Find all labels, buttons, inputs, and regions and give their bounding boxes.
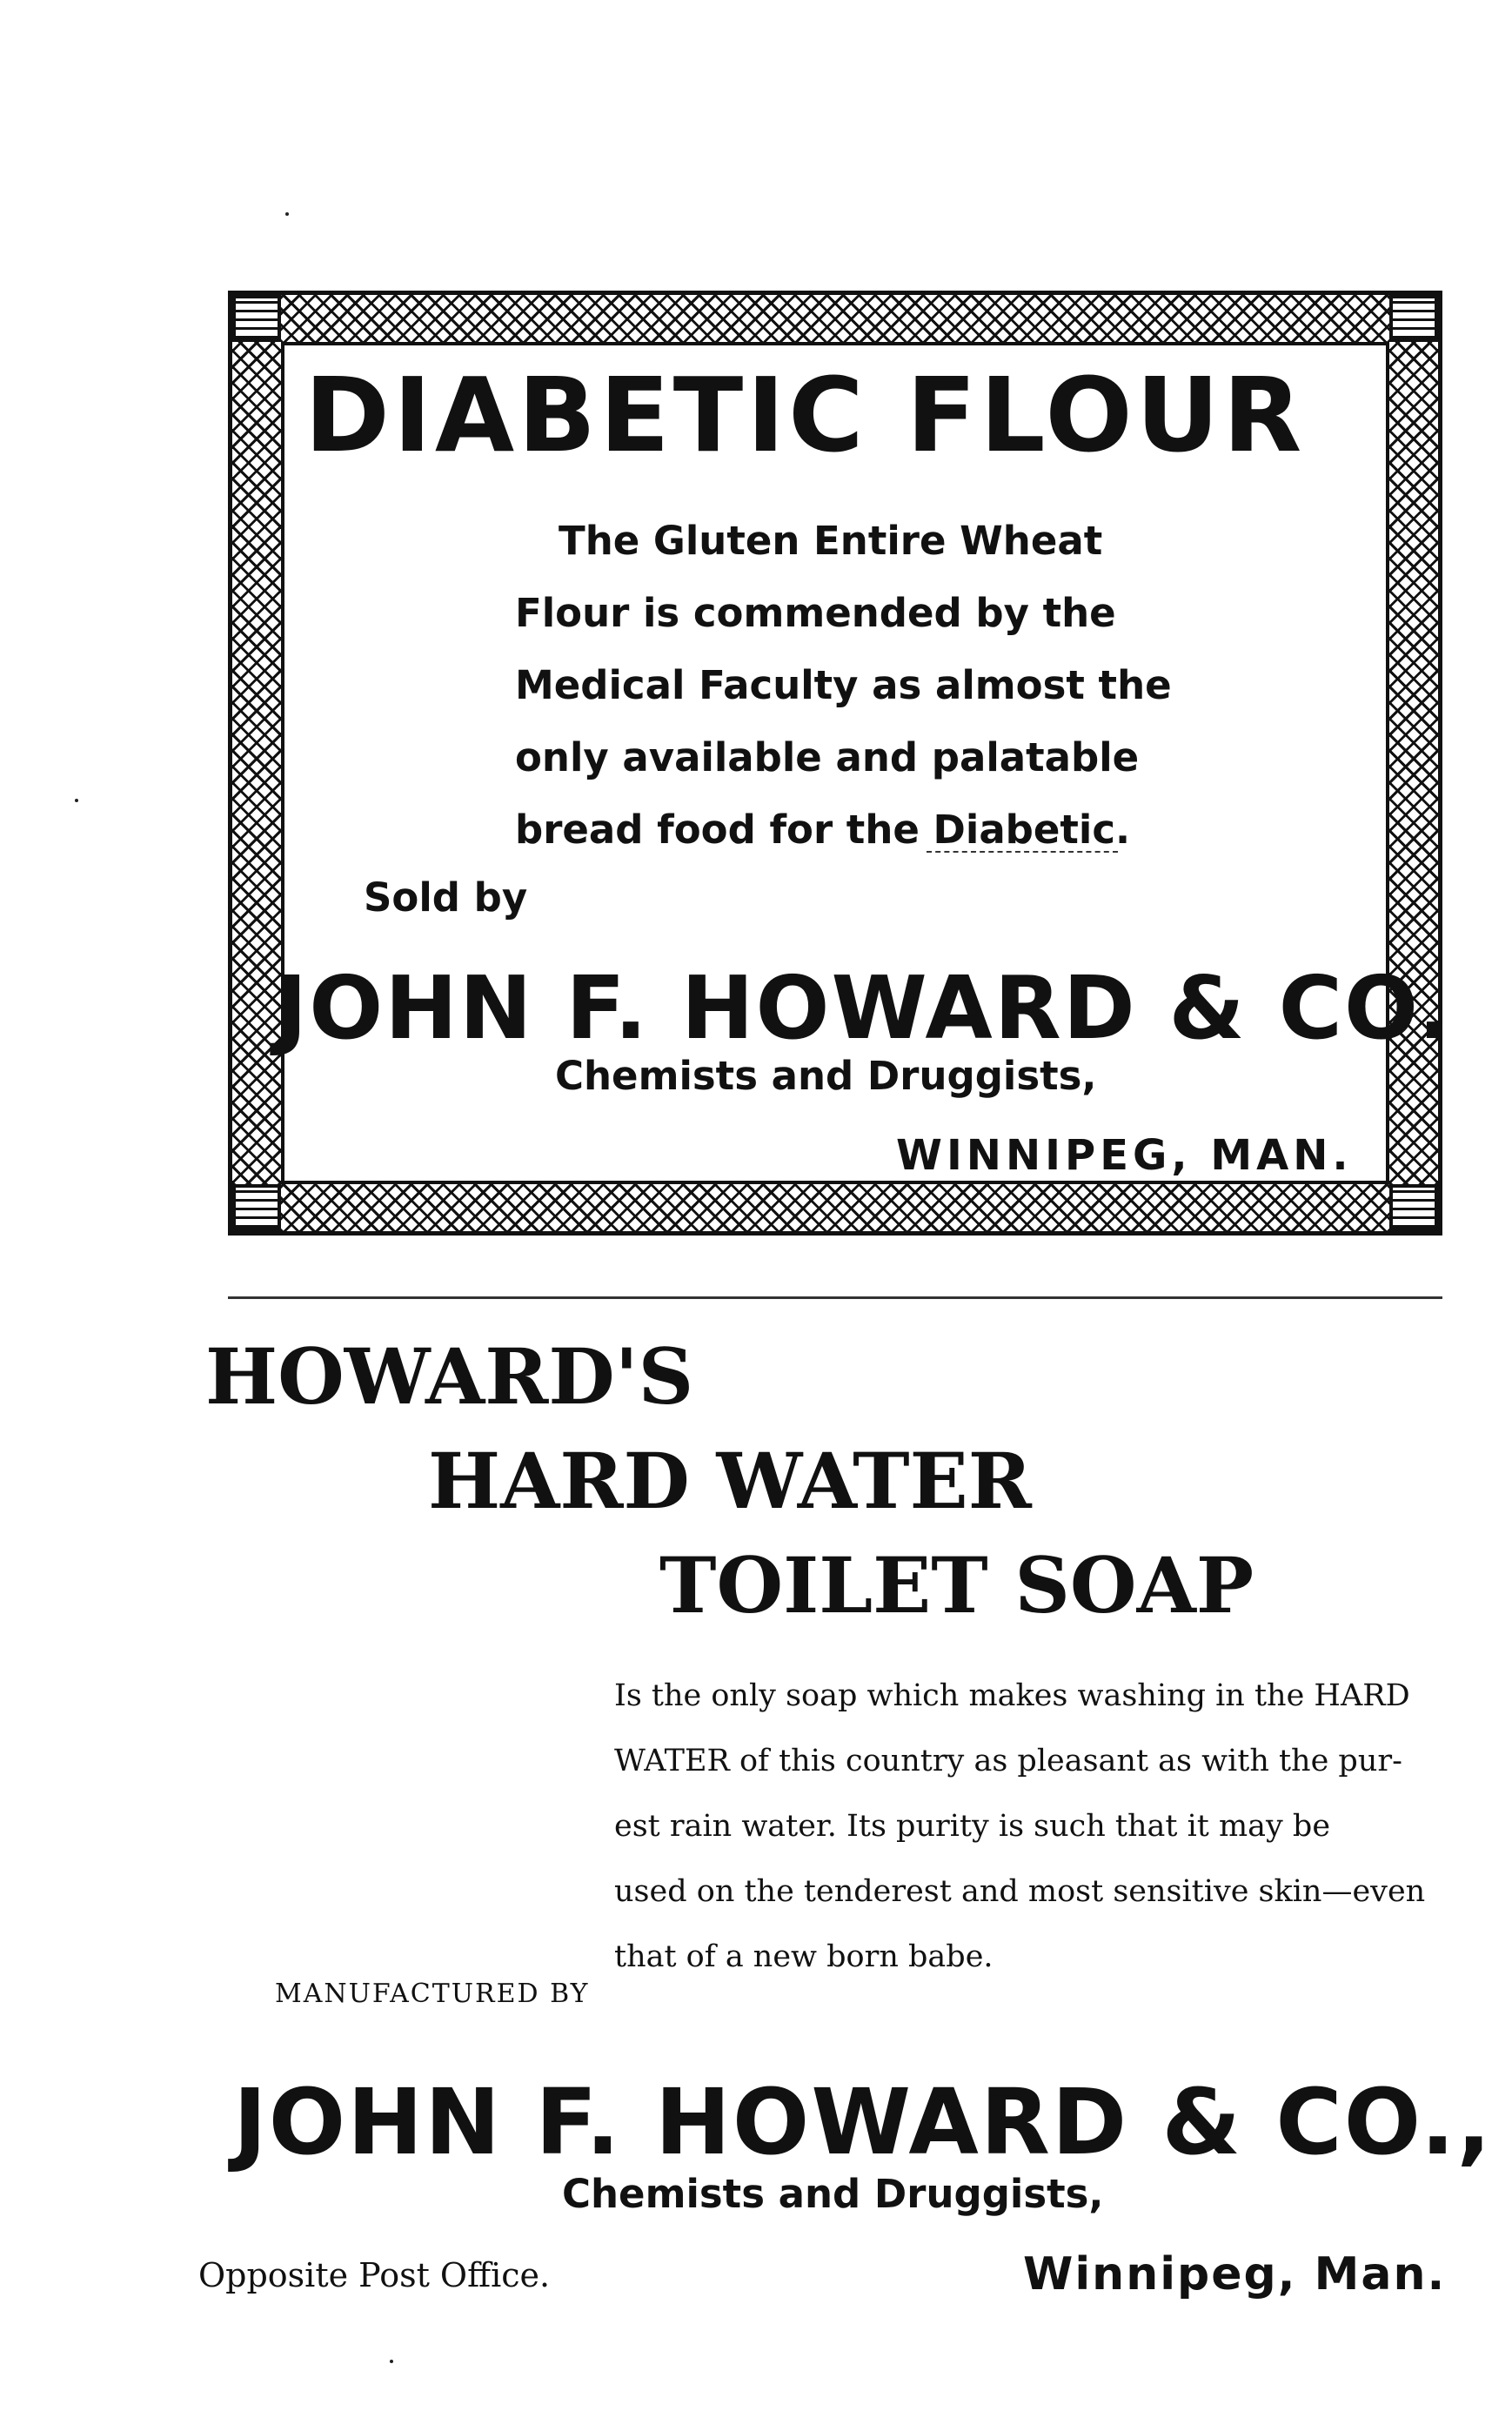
company-address: Opposite Post Office. — [198, 2256, 551, 2294]
description-line: Is the only soap which makes washing in the HARD — [614, 1678, 1410, 1713]
print-speck — [390, 2360, 393, 2363]
description-line: that of a new born babe. — [614, 1939, 994, 1974]
manufactured-by-label: MANUFACTURED BY — [275, 1979, 590, 2009]
dashed-rule — [927, 851, 1118, 853]
section-divider — [228, 1296, 1442, 1299]
description-line: est rain water. Its purity is such that it may be — [614, 1809, 1331, 1844]
description-line: only available and palatable — [515, 734, 1140, 780]
ornamental-border-top — [232, 295, 1438, 345]
company-location: WINNIPEG, MAN. — [896, 1131, 1353, 1180]
description-line: WATER of this country as pleasant as with the pur- — [614, 1744, 1402, 1778]
company-name: JOHN F. HOWARD & CO., — [233, 2069, 1493, 2175]
ornamental-border-bottom — [232, 1181, 1438, 1231]
print-speck — [285, 212, 289, 216]
soap-title-line-2: HARD WATER — [428, 1436, 1032, 1526]
print-speck — [75, 799, 78, 802]
company-name: JOHN F. HOWARD & CO. — [275, 957, 1453, 1059]
diabetic-flour-title: DIABETIC FLOUR — [304, 355, 1306, 475]
company-profession: Chemists and Druggists, — [555, 1053, 1097, 1099]
soap-description — [614, 1664, 1458, 1990]
description-line: used on the tenderest and most sensitive skin—even — [614, 1874, 1426, 1909]
company-location: Winnipeg, Man. — [1023, 2248, 1447, 2300]
description-line: The Gluten Entire Wheat — [559, 518, 1103, 564]
border-corner — [1389, 1184, 1438, 1231]
soap-title-line-1: HOWARD'S — [205, 1331, 694, 1422]
sold-by-label: Sold by — [364, 874, 528, 921]
diabetic-flour-description — [515, 505, 1176, 866]
border-corner — [1389, 295, 1438, 342]
description-line: Medical Faculty as almost the — [515, 662, 1172, 708]
description-line: bread food for the Diabetic. — [515, 807, 1131, 853]
soap-title-line-3: TOILET SOAP — [659, 1540, 1254, 1631]
description-line: Flour is commended by the — [515, 590, 1116, 636]
border-corner — [232, 295, 281, 342]
company-profession: Chemists and Druggists, — [562, 2171, 1104, 2217]
border-corner — [232, 1184, 281, 1231]
